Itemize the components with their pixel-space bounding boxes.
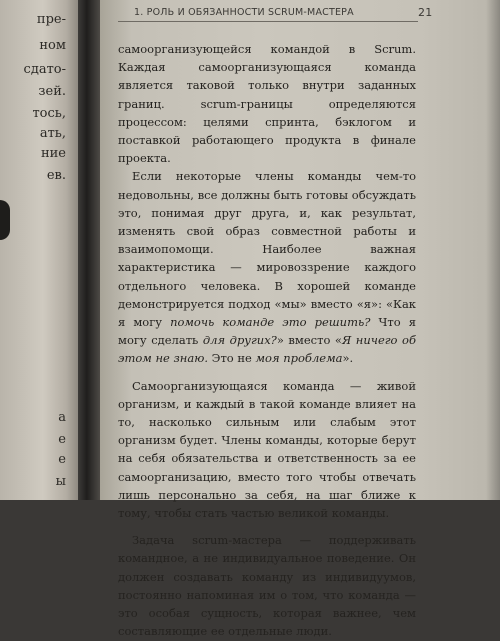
left-page-shadow-mark bbox=[0, 200, 10, 240]
left-fragment: пре- bbox=[36, 12, 66, 27]
left-fragment: ев. bbox=[46, 168, 66, 183]
paragraph-3: Самоорганизующаяся команда — живой организм, и каждый в такой команде влияет на то, насколько сильным или слабым этот организм будет. Члены команды, которые берут на себя обязательства и ответственность за ее самоорганизацию, вместо того чтобы отвечать лишь персонально за себя, на шаг ближе к тому, чтобы стать частью великой команды. bbox=[118, 378, 416, 521]
left-fragment: тось, bbox=[32, 106, 66, 121]
left-page-text-fragments bbox=[0, 0, 70, 500]
left-page bbox=[0, 0, 78, 500]
body-text bbox=[118, 40, 416, 641]
paragraph-4: Задача scrum-мастера — поддерживать командное, а не индивидуальное поведение. Он должен создавать команду из индивидуумов, постоянно напоминая им о том, что команда — это особая сущность, которая важнее, чем составляющие ее отдельные люди. bbox=[118, 533, 416, 639]
left-fragment: а bbox=[58, 410, 66, 425]
header-rule bbox=[118, 21, 418, 22]
paragraph-2-italic: Я ничего об этом не знаю. bbox=[118, 333, 416, 366]
paragraph-2-italic: помочь команде это решить? bbox=[170, 315, 371, 330]
paragraph-2-text: Что я могу сделать bbox=[118, 315, 416, 348]
paragraph-2-text: Это не bbox=[207, 351, 256, 366]
paragraph-2-italic: моя проблема bbox=[255, 351, 343, 366]
left-fragment: сдато- bbox=[23, 62, 66, 77]
page-edge-shadow bbox=[486, 0, 500, 500]
left-fragment: е bbox=[58, 432, 66, 447]
paragraph-2-text: Если некоторые члены команды чем-то недовольны, все должны быть готовы обсуждать это, понимая друг друга, и, как результат, изменять свой образ совместной работы и взаимопомощи. Наиболее важная характеристика — мировоззрение каждого отдельного человека. В хорошей команде демонстрируется подход «мы» вместо «я»: «Как я могу bbox=[118, 169, 416, 330]
left-fragment: ать, bbox=[39, 126, 66, 141]
left-fragment: зей. bbox=[38, 84, 66, 99]
left-fragment: ние bbox=[40, 146, 66, 161]
right-page bbox=[100, 0, 500, 639]
paragraph-2-text: » вместо « bbox=[276, 333, 342, 348]
left-fragment: ы bbox=[55, 474, 66, 489]
paragraph-1: самоорганизующейся командой в Scrum. Каждая самоорганизующаяся команда является таковой только внутри заданных границ. scrum-границы определяются процессом: целями спринта, бэклогом и поставкой работающего продукта в финале проекта. bbox=[118, 42, 416, 166]
left-fragment: ном bbox=[39, 38, 66, 53]
paragraph-2-italic: для других? bbox=[202, 333, 277, 348]
paragraph-2 bbox=[118, 167, 416, 367]
page-number: 21 bbox=[418, 6, 433, 19]
paragraph-2-text: ». bbox=[342, 351, 354, 366]
left-fragment: е bbox=[58, 452, 66, 467]
book-gutter bbox=[78, 0, 100, 500]
chapter-title: 1. РОЛЬ И ОБЯЗАННОСТИ SCRUM-МАСТЕРА bbox=[134, 7, 354, 18]
running-header bbox=[120, 5, 496, 21]
